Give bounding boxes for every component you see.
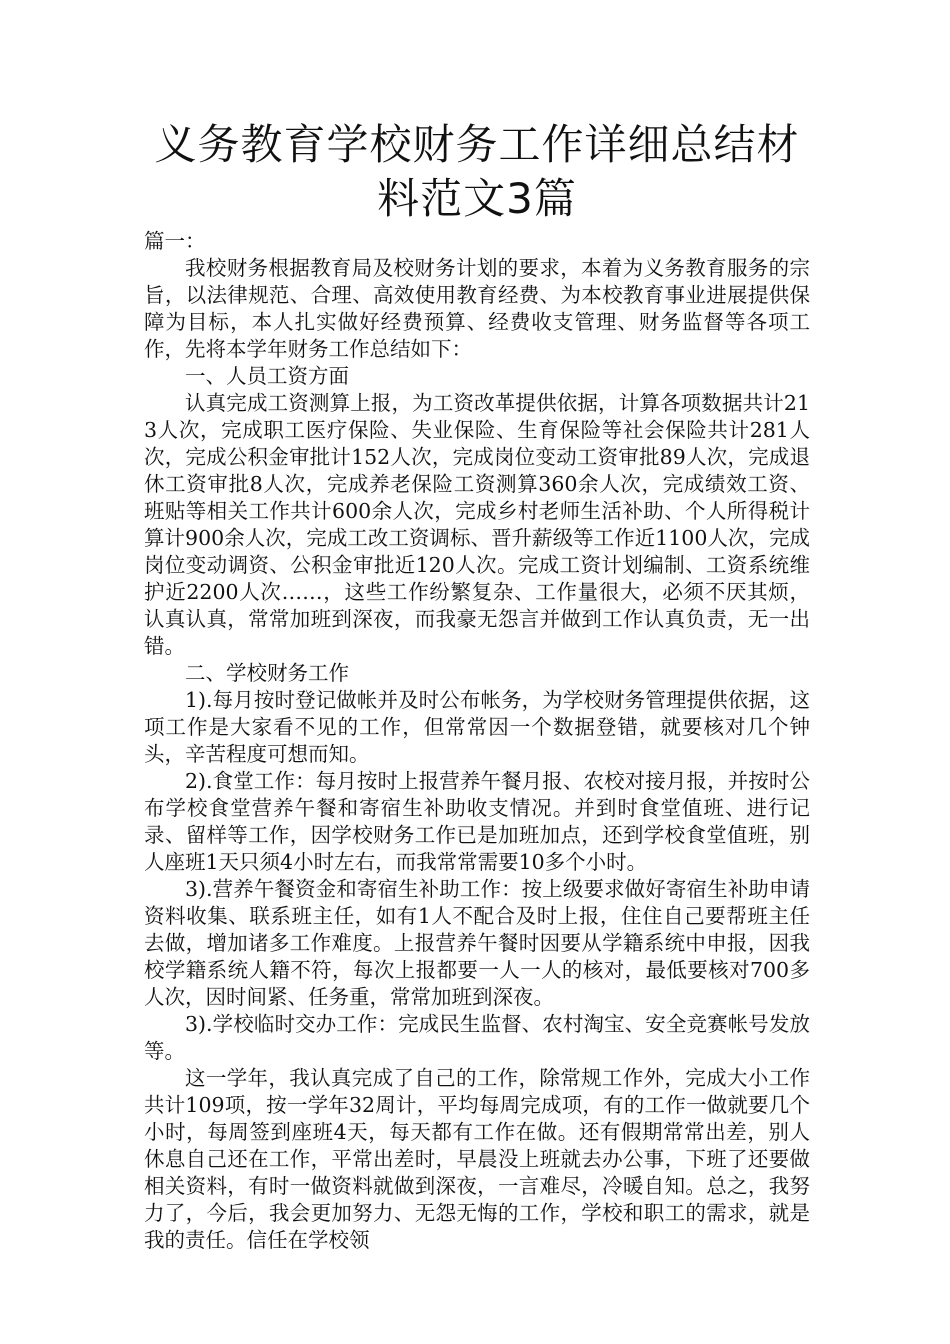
- section-heading-salary: 一、人员工资方面: [185, 364, 349, 388]
- document-page: [144, 118, 810, 1254]
- finance-item-4: 3).学校临时交办工作：完成民生监督、农村淘宝、安全竞赛帐号发放等。: [144, 1012, 810, 1063]
- closing-paragraph: 这一学年，我认真完成了自己的工作，除常规工作外，完成大小工作共计109项，按一学年32周计，平均每周完成项，有的工作一做就要几个小时，每周签到座班4天，每天都有工作在做。还有假期常常出差，别人休息自己还在工作，平常出差时，早晨没上班就去办公事，下班了还要做相关资料，有时一做资料就做到深夜，一言难尽，冷暖自知。总之，我努力了，今后，我会更加努力、无怨无悔的工作，学校和职工的需求，就是我的责任。信任在学校领: [144, 1066, 810, 1252]
- finance-item-2: 2).食堂工作：每月按时上报营养午餐月报、农校对接月报，并按时公布学校食堂营养午餐和寄宿生补助收支情况。并到时食堂值班、进行记录、留样等工作，因学校财务工作已是加班加点，还到学校食堂值班，别人座班1天只须4小时左右，而我常常需要10多个小时。: [144, 769, 810, 874]
- document-title: 义务教育学校财务工作详细总结材料范文3篇: [154, 120, 800, 223]
- part-label: 篇一：: [144, 229, 206, 253]
- section-heading-school-finance: 二、学校财务工作: [185, 661, 349, 685]
- intro-paragraph: 我校财务根据教育局及校财务计划的要求，本着为义务教育服务的宗旨，以法律规范、合理、高效使用教育经费、为本校教育事业进展提供保障为目标，本人扎实做好经费预算、经费收支管理、财务监督等各项工作，先将本学年财务工作总结如下：: [144, 256, 810, 361]
- finance-item-1: 1).每月按时登记做帐并及时公布帐务，为学校财务管理提供依据，这项工作是大家看不见的工作，但常常因一个数据登错，就要核对几个钟头，辛苦程度可想而知。: [144, 688, 810, 766]
- salary-paragraph: 认真完成工资测算上报，为工资改革提供依据，计算各项数据共计213人次，完成职工医疗保险、失业保险、生育保险等社会保险共计281人次，完成公积金审批计152人次，完成岗位变动工资审批89人次，完成退休工资审批8人次，完成养老保险工资测算360余人次，完成绩效工资、班贴等相关工作共计600余人次，完成乡村老师生活补助、个人所得税计算计900余人次，完成工改工资调标、晋升薪级等工作近1100人次，完成岗位变动调资、公积金审批近120人次。完成工资计划编制、工资系统维护近2200人次……，这些工作纷繁复杂、工作量很大，必须不厌其烦，认真认真，常常加班到深夜，而我豪无怨言并做到工作认真负责，无一出错。: [144, 391, 810, 658]
- finance-item-3: 3).营养午餐资金和寄宿生补助工作：按上级要求做好寄宿生补助申请资料收集、联系班主任，如有1人不配合及时上报，住住自己要帮班主任去做，增加诸多工作难度。上报营养午餐时因要从学籍系统中申报，因我校学籍系统人籍不符，每次上报都要一人一人的核对，最低要核对700多人次，因时间紧、任务重，常常加班到深夜。: [144, 877, 810, 1009]
